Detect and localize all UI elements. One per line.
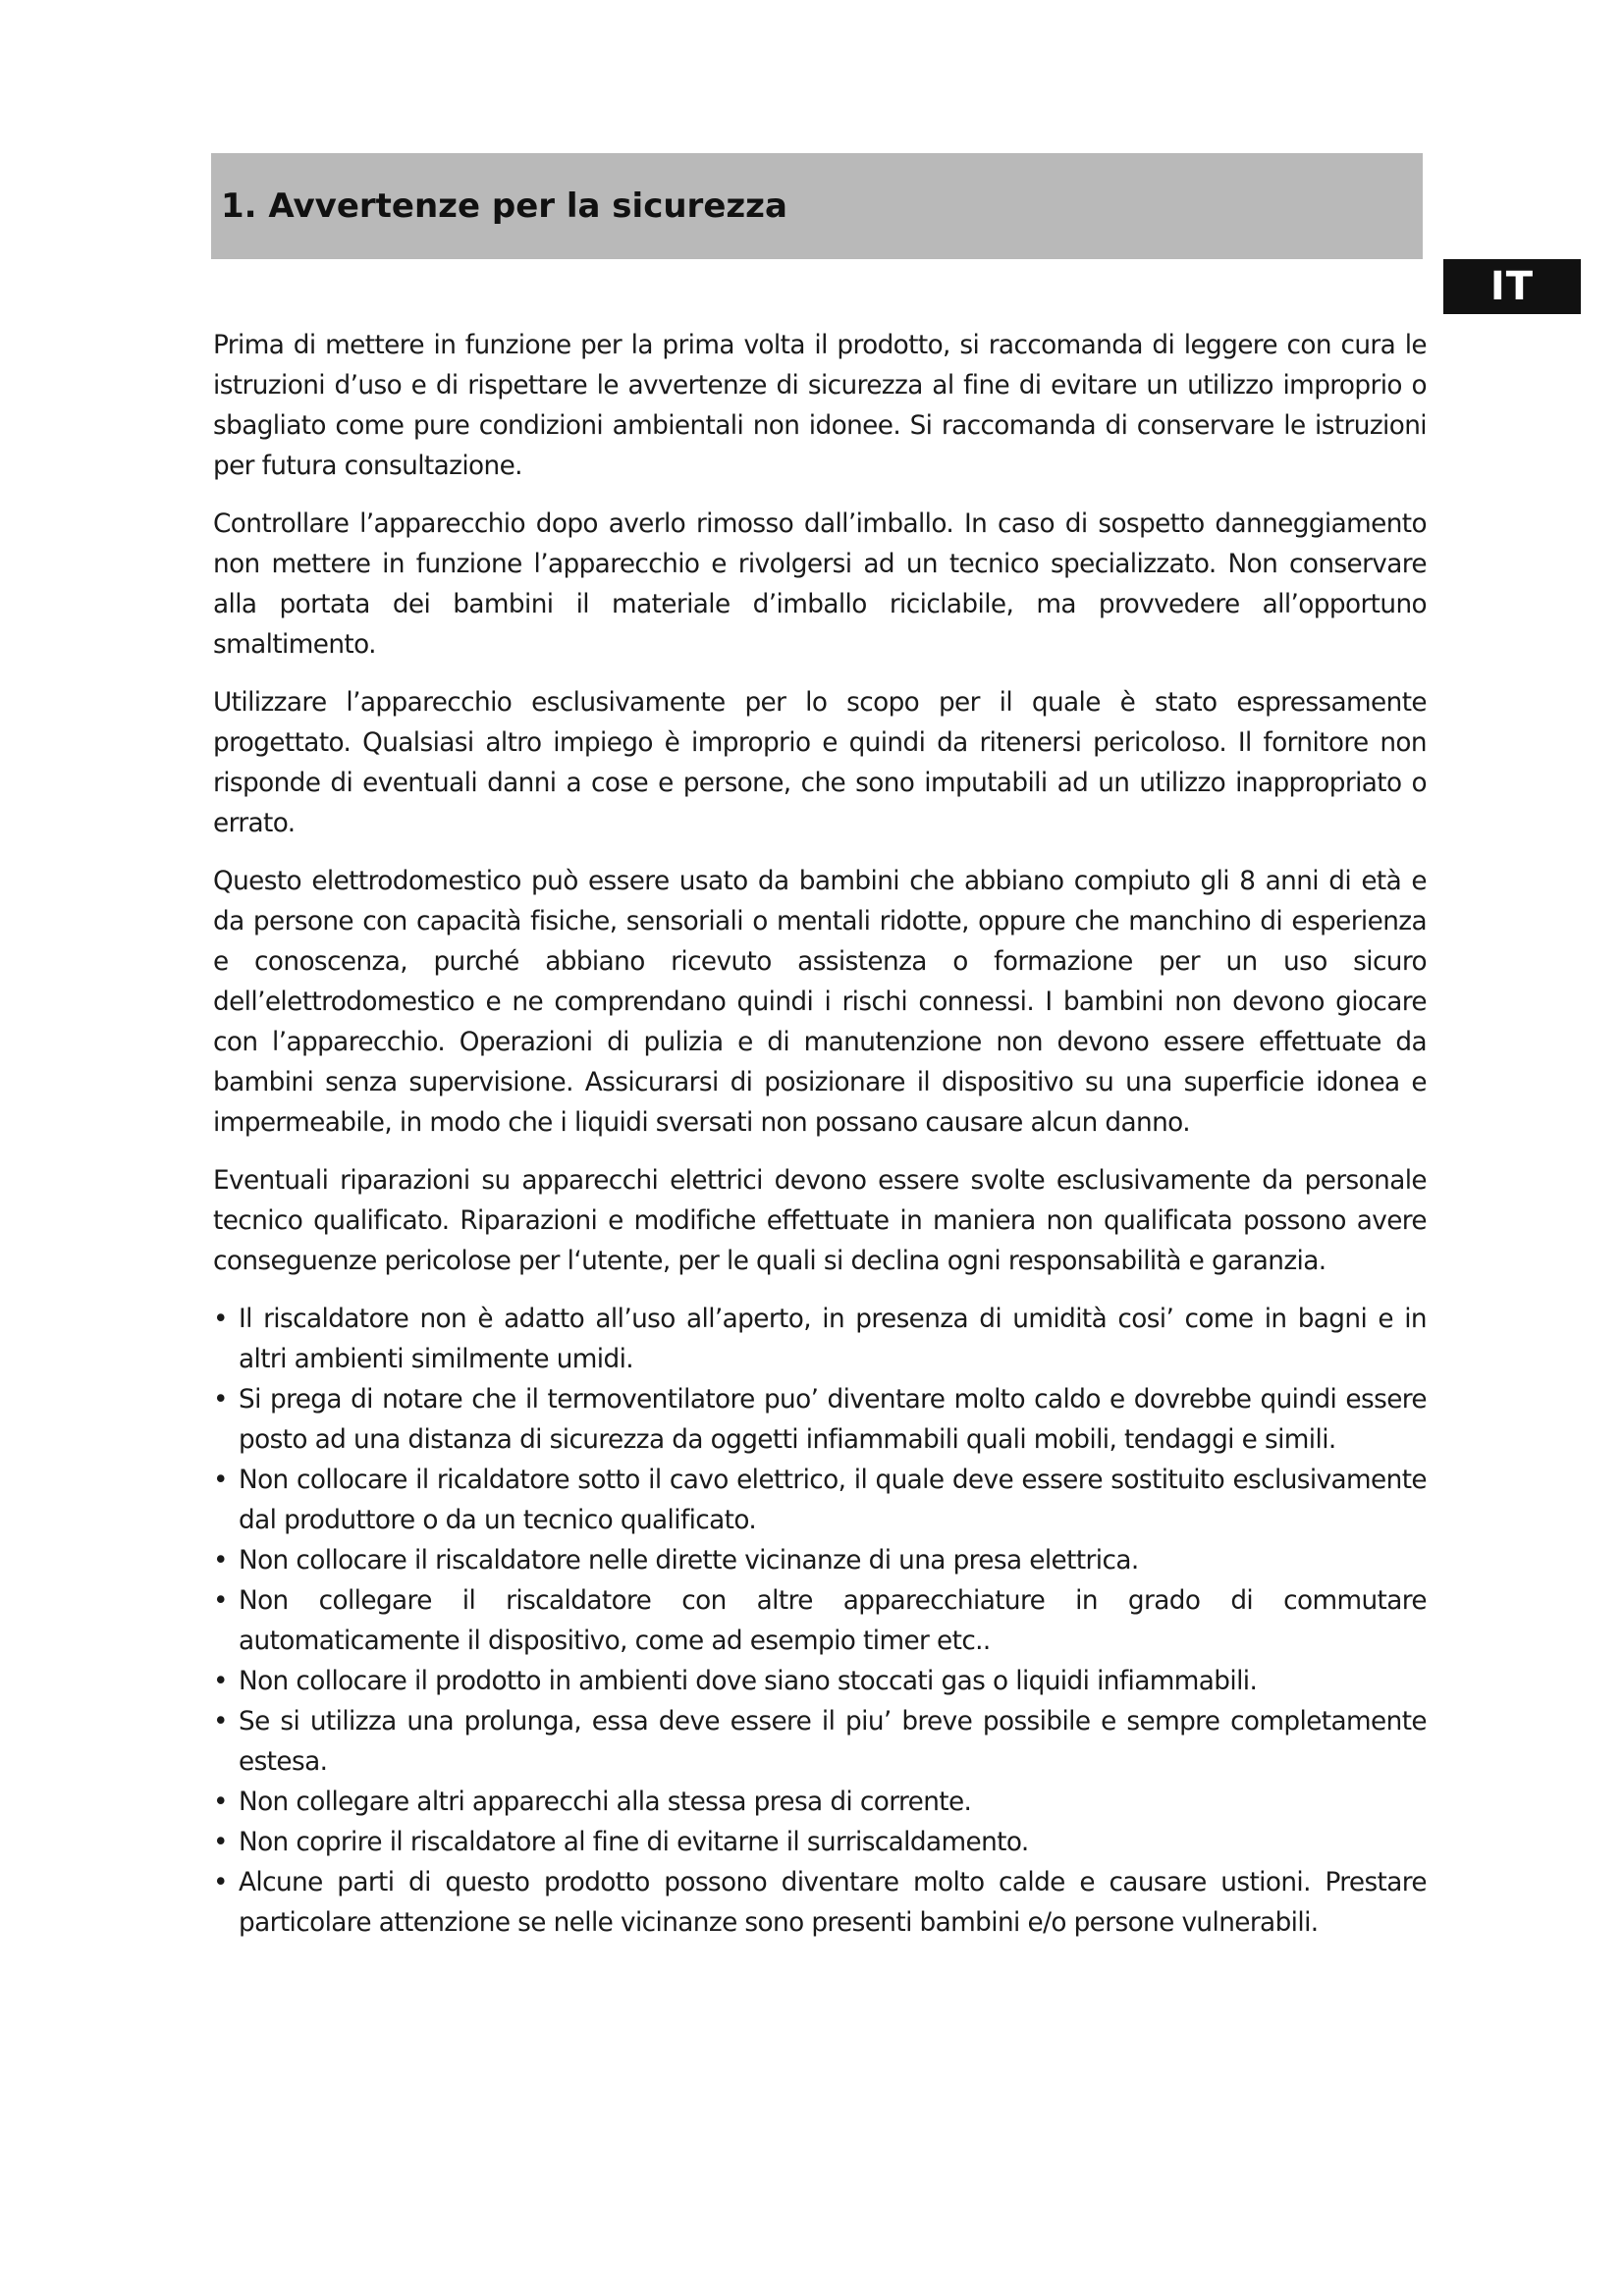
list-item: • Non collegare il riscaldatore con altre apparecchiature in grado di commutare automaticamente il dispositivo, come ad esempio timer etc.. [213, 1581, 1427, 1662]
list-item: • Non collocare il prodotto in ambienti dove siano stoccati gas o liquidi infiammabili. [213, 1662, 1427, 1702]
list-item: • Non collegare altri apparecchi alla stessa presa di corrente. [213, 1783, 1427, 1823]
safety-text-body [213, 326, 1427, 1944]
list-item: • Si prega di notare che il termoventilatore puo’ diventare molto caldo e dovrebbe quindi essere posto ad una distanza di sicurezza da oggetti infiammabili quali mobili, tendaggi e simili. [213, 1380, 1427, 1461]
paragraph-unpacking: Controllare l’apparecchio dopo averlo rimosso dall’imballo. In caso di sospetto danneggiamento non mettere in funzione l’apparecchio e rivolgersi ad un tecnico specializzato. Non conservare alla portata dei bambini il materiale d’imballo riciclabile, ma provvedere all’opportuno smaltimento. [213, 509, 1427, 660]
list-item: • Alcune parti di questo prodotto possono diventare molto calde e causare ustioni. Prestare particolare attenzione se nelle vicinanze sono presenti bambini e/o persone vulnerabili. [213, 1863, 1427, 1944]
list-item: • Se si utilizza una prolunga, essa deve essere il piu’ breve possibile e sempre completamente estesa. [213, 1702, 1427, 1783]
paragraph-intro: Prima di mettere in funzione per la prima volta il prodotto, si raccomanda di leggere con cura le istruzioni d’uso e di rispettare le avvertenze di sicurezza al fine di evitare un utilizzo improprio o sbagliato come pure condizioni ambientali non idonee. Si raccomanda di conservare le istruzioni per futura consultazione. [213, 331, 1427, 481]
list-item: • Il riscaldatore non è adatto all’uso all’aperto, in presenza di umidità cosi’ come in bagni e in altri ambienti similmente umidi. [213, 1300, 1427, 1380]
paragraph-intended-use: Utilizzare l’apparecchio esclusivamente per lo scopo per il quale è stato espressamente progettato. Qualsiasi altro impiego è improprio e quindi da ritenersi pericoloso. Il fornitore non risponde di eventuali danni a cose e persone, che sono imputabili ad un utilizzo inappropriato o errato. [213, 688, 1427, 838]
section-title: 1. Avvertenze per la sicurezza [221, 187, 787, 226]
section-header-bar [211, 153, 1423, 259]
language-tab: IT [1443, 259, 1581, 314]
paragraph-repairs: Eventuali riparazioni su apparecchi elettrici devono essere svolte esclusivamente da personale tecnico qualificato. Riparazioni e modifiche effettuate in maniera non qualificata possono avere conseguenze pericolose per l‘utente, per le quali si declina ogni responsabilità e garanzia. [213, 1166, 1427, 1276]
list-item: • Non collocare il ricaldatore sotto il cavo elettrico, il quale deve essere sostituito esclusivamente dal produttore o da un tecnico qualificato. [213, 1461, 1427, 1541]
safety-bullet-list [213, 1300, 1427, 1944]
list-item: • Non collocare il riscaldatore nelle dirette vicinanze di una presa elettrica. [213, 1541, 1427, 1581]
list-item: • Non coprire il riscaldatore al fine di evitarne il surriscaldamento. [213, 1823, 1427, 1863]
paragraph-children: Questo elettrodomestico può essere usato da bambini che abbiano compiuto gli 8 anni di età e da persone con capacità fisiche, sensoriali o mentali ridotte, oppure che manchino di esperienza e conoscenza, purché abbiano ricevuto assistenza o formazione per un uso sicuro dell’elettrodomestico e ne comprendano quindi i rischi connessi. I bambini non devono giocare con l’apparecchio. Operazioni di pulizia e di manutenzione non devono essere effettuate da bambini senza supervisione. Assicurarsi di posizionare il dispositivo su una superficie idonea e impermeabile, in modo che i liquidi sversati non possano causare alcun danno. [213, 867, 1427, 1138]
